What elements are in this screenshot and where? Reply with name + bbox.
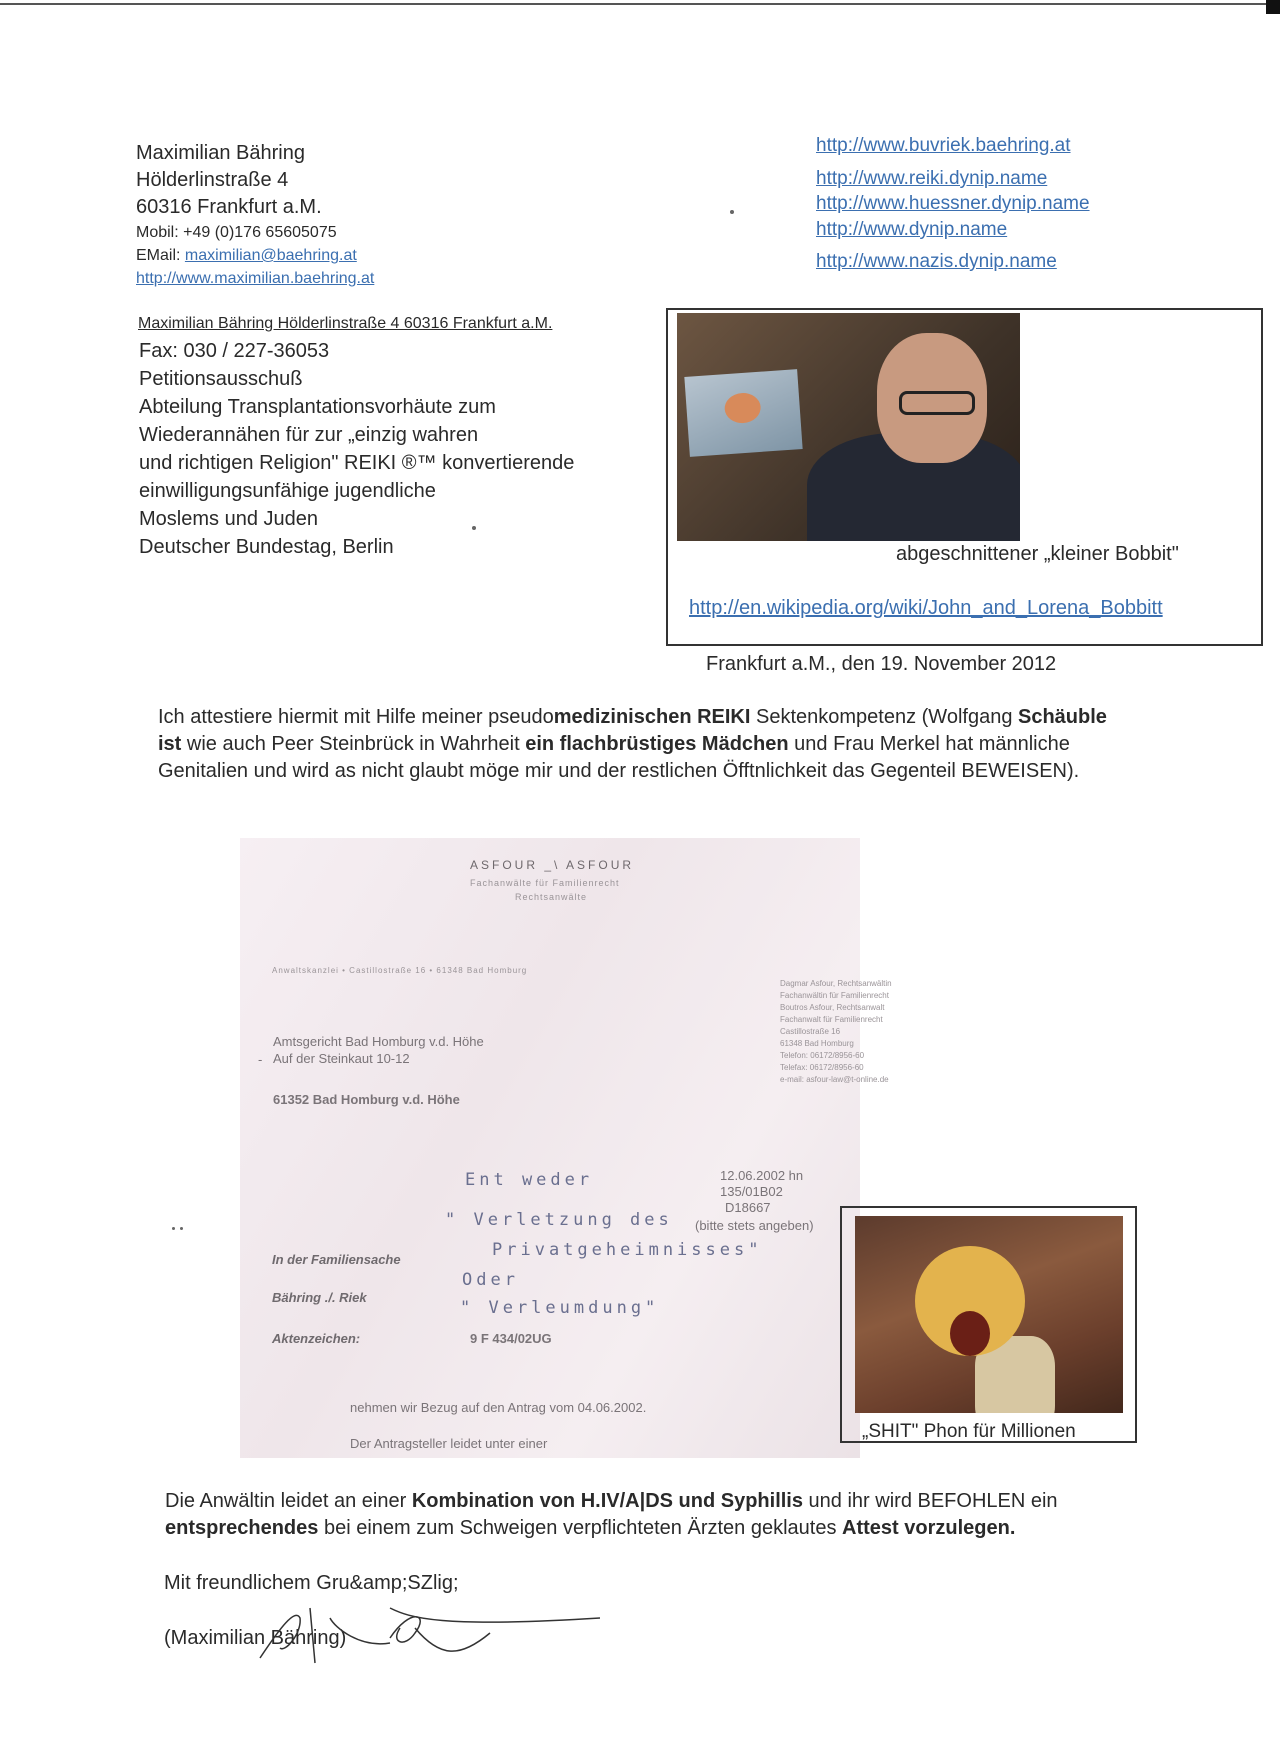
sender-mobile <box>136 221 374 244</box>
text-run: bei einem zum Schweigen verpflichteten Ärzten geklautes <box>318 1517 843 1539</box>
text-run-bold: Attest vorzulegen. <box>842 1517 1016 1539</box>
scanned-letter <box>240 838 892 1458</box>
link-nazis[interactable]: http://www.nazis.dynip.name <box>816 251 1057 272</box>
link-reiki[interactable]: http://www.reiki.dynip.name <box>816 168 1048 189</box>
sender-street: Hölderlinstraße 4 <box>136 169 289 191</box>
text-run: Die Anwältin leidet an einer <box>165 1490 412 1512</box>
lawyer-line: Telefon: 06172/8956-60 <box>780 1051 865 1060</box>
mobile-number: +49 (0)176 65605075 <box>183 224 337 241</box>
cartoon-caption: „SHIT" Phon für Millionen <box>862 1421 1076 1442</box>
lawyer-line: Fachanwältin für Familienrecht <box>780 991 889 1000</box>
sender-name: Maximilian Bähring <box>136 142 305 164</box>
lawyer-line: e-mail: asfour-law@t-online.de <box>780 1075 889 1084</box>
recipient-line: Abteilung Transplantationsvorhäute zum <box>139 396 496 418</box>
lawyer-block <box>780 978 892 1086</box>
speck <box>472 526 476 530</box>
recipient-line: Moslems und Juden <box>139 508 318 530</box>
text-run: Sektenkompetenz (Wolfgang <box>750 706 1018 728</box>
courtroom-photo <box>677 313 1020 541</box>
court-street: Auf der Steinkaut 10-12 <box>273 1051 410 1066</box>
text-run: wie auch Peer Steinbrück in Wahrheit <box>181 733 526 755</box>
handwriting: " Verleumdung" <box>460 1298 660 1318</box>
recipient-line: einwilligungsunfähige jugendliche <box>139 480 436 502</box>
lawyer-line: Boutros Asfour, Rechtsanwalt <box>780 1003 885 1012</box>
handwritten-signature <box>240 1588 600 1668</box>
letter-line: Der Antragsteller leidet unter einer <box>350 1436 548 1451</box>
sender-small: Anwaltskanzlei • Castillostraße 16 • 61348 Bad Homburg <box>272 966 528 975</box>
logo-subtitle: Rechtsanwälte <box>515 892 588 902</box>
ref-id: D18667 <box>725 1200 771 1215</box>
handwriting: " Verletzung des <box>445 1210 673 1230</box>
top-border <box>0 3 1280 5</box>
field-label: Bähring ./. Riek <box>272 1290 367 1305</box>
handwriting: Privatgeheimnisses" <box>492 1240 763 1260</box>
wikipedia-link[interactable]: http://en.wikipedia.org/wiki/John_and_Lorena_Bobbitt <box>689 597 1163 619</box>
sender-email <box>136 244 374 267</box>
lawyer-line: Castillostraße 16 <box>780 1027 841 1036</box>
link-huessner[interactable]: http://www.huessner.dynip.name <box>816 193 1090 214</box>
text-run: und Frau Merkel hat männliche Genitalien und wird as nicht glaubt möge mir und der restlichen Öfftnlichkeit das Gegenteil BEWEISEN). <box>158 733 1080 782</box>
cartoon-image <box>855 1216 1123 1413</box>
recipient-line: Petitionsausschuß <box>139 368 303 390</box>
recipient-line: Deutscher Bundestag, Berlin <box>139 536 394 558</box>
recipient-line: und richtigen Religion" REIKI ®™ konvertierende <box>139 452 575 474</box>
sender-website-link[interactable]: http://www.maximilian.baehring.at <box>136 270 375 287</box>
field-label: Aktenzeichen: <box>272 1331 361 1346</box>
sender-city: 60316 Frankfurt a.M. <box>136 196 322 218</box>
field-value: 9 F 434/02UG <box>470 1331 552 1346</box>
ref-date: 12.06.2002 hn <box>720 1168 804 1183</box>
greeting: Mit freundlichem Gru&amp;SZlig; <box>164 1572 459 1594</box>
lawyer-line: Dagmar Asfour, Rechtsanwältin <box>780 979 892 988</box>
letter-line: nehmen wir Bezug auf den Antrag vom 04.06.2002. <box>350 1400 647 1415</box>
text-run-bold: medizinischen REIKI <box>553 706 751 728</box>
corner-mark <box>1266 0 1280 14</box>
speck <box>730 210 734 214</box>
photo-caption: abgeschnittener „kleiner Bobbit" <box>896 543 1179 565</box>
text-run-bold: entsprechendes <box>165 1517 319 1539</box>
handwriting: Ent weder <box>465 1170 594 1190</box>
mobile-label: Mobil: <box>136 224 179 241</box>
dash: - <box>258 1052 263 1067</box>
date-line: Frankfurt a.M., den 19. November 2012 <box>706 653 1057 675</box>
ref-note: (bitte stets angeben) <box>695 1218 814 1233</box>
recipient-line: Fax: 030 / 227-36053 <box>139 340 330 362</box>
text-run-bold: Kombination von H.IV/A|DS und Syphillis <box>411 1490 803 1512</box>
court-city: 61352 Bad Homburg v.d. Höhe <box>273 1092 460 1107</box>
speck <box>172 1227 175 1230</box>
field-label: In der Familiensache <box>272 1252 401 1267</box>
signature-name: (Maximilian Bähring) <box>164 1627 347 1649</box>
text-run: Ich attestiere hiermit mit Hilfe meiner pseudo <box>158 706 554 728</box>
text-run-bold: ein flachbrüstiges Mädchen <box>525 733 789 755</box>
text-run-bold: Schäuble ist <box>158 706 1107 755</box>
lawyer-line: 61348 Bad Homburg <box>780 1039 854 1048</box>
asfour-logo: ASFOUR _\ ASFOUR <box>470 858 635 872</box>
speck <box>180 1227 183 1230</box>
email-link[interactable]: maximilian@baehring.at <box>184 247 357 264</box>
lawyer-line: Fachanwalt für Familienrecht <box>780 1015 883 1024</box>
email-label: EMail: <box>136 247 181 264</box>
link-dynip[interactable]: http://www.dynip.name <box>816 219 1008 240</box>
recipient-line: Wiederannähen für zur „einzig wahren <box>139 424 479 446</box>
lawyer-line: Telefax: 06172/8956-60 <box>780 1063 864 1072</box>
return-address-line: Maximilian Bähring Hölderlinstraße 4 60316 Frankfurt a.M. <box>138 315 553 332</box>
recipient-block <box>139 337 574 561</box>
sender-block <box>136 140 374 290</box>
logo-subtitle: Fachanwälte für Familienrecht <box>470 878 620 888</box>
court-name: Amtsgericht Bad Homburg v.d. Höhe <box>273 1034 484 1049</box>
demand-paragraph <box>165 1488 1165 1542</box>
attest-paragraph <box>158 704 1108 785</box>
link-buvriek[interactable]: http://www.buvriek.baehring.at <box>816 135 1071 156</box>
text-run: und ihr wird BEFOHLEN ein <box>803 1490 1058 1512</box>
handwriting: Oder <box>462 1270 519 1290</box>
ref-number: 135/01B02 <box>720 1184 783 1199</box>
